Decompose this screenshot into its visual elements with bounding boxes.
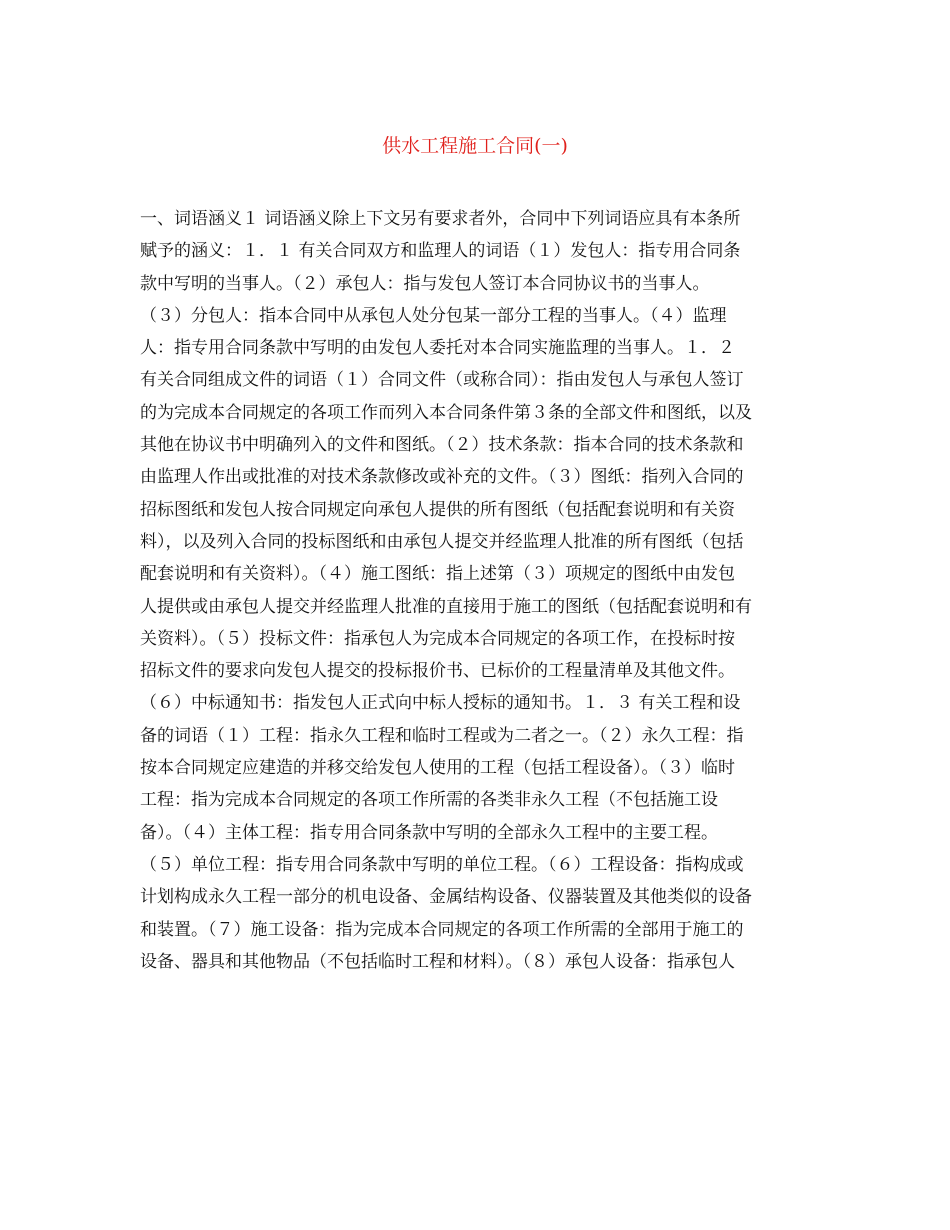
document-title: 供水工程施工合同(一): [382, 135, 568, 157]
body-line: 人提供或由承包人提交并经监理人批准的直接用于施工的图纸（包括配套说明和有: [140, 596, 752, 617]
body-line: 招标图纸和发包人按合同规定向承包人提供的所有图纸（包括配套说明和有关资: [140, 499, 735, 520]
body-line: 招标文件的要求向发包人提交的投标报价书、已标价的工程量清单及其他文件。: [140, 661, 735, 682]
body-line: 备）。（４）主体工程：指专用合同条款中写明的全部永久工程中的主要工程。: [140, 822, 718, 843]
body-line: 料），以及列入合同的投标图纸和由承包人提交并经监理人批准的所有图纸（包括: [140, 531, 744, 552]
body-line: 的为完成本合同规定的各项工作而列入本合同条件第３条的全部文件和图纸，以及: [140, 402, 752, 423]
body-line: 由监理人作出或批准的对技术条款修改或补充的文件。（３）图纸：指列入合同的: [140, 467, 744, 488]
document-body: [140, 203, 820, 978]
body-line: 配套说明和有关资料）。（４）施工图纸：指上述第（３）项规定的图纸中由发包: [140, 564, 735, 585]
body-line: 一、词语涵义１ 词语涵义除上下文另有要求者外，合同中下列词语应具有本条所: [140, 209, 741, 229]
body-line: 赋予的涵义：１．１ 有关合同双方和监理人的词语（１）发包人：指专用合同条: [140, 241, 741, 262]
body-line: （６）中标通知书：指发包人正式向中标人授标的通知书。１．３ 有关工程和设: [140, 693, 741, 714]
body-line: （３）分包人：指本合同中从承包人处分包某一部分工程的当事人。（４）监理: [140, 305, 727, 326]
body-line: 按本合同规定应建造的并移交给发包人使用的工程（包括工程设备）。（３）临时: [140, 758, 735, 779]
body-line: 关资料）。（５）投标文件：指承包人为完成本合同规定的各项工作，在投标时按: [140, 628, 735, 649]
body-line: 和装置。（７）施工设备：指为完成本合同规定的各项工作所需的全部用于施工的: [140, 919, 744, 940]
body-line: 有关合同组成文件的词语（１）合同文件（或称合同）：指由发包人与承包人签订: [140, 370, 744, 391]
body-line: （５）单位工程：指专用合同条款中写明的单位工程。（６）工程设备：指构成或: [140, 854, 744, 875]
body-line: 人：指专用合同条款中写明的由发包人委托对本合同实施监理的当事人。１．２: [140, 338, 735, 359]
body-line: 备的词语（１）工程：指永久工程和临时工程或为二者之一。（２）永久工程：指: [140, 725, 744, 746]
body-line: 设备、器具和其他物品（不包括临时工程和材料）。（８）承包人设备：指承包人: [140, 951, 735, 972]
body-line: 计划构成永久工程一部分的机电设备、金属结构设备、仪器装置及其他类似的设备: [140, 887, 752, 908]
body-line: 款中写明的当事人。（２）承包人：指与发包人签订本合同协议书的当事人。: [140, 273, 710, 294]
body-line: 其他在协议书中明确列入的文件和图纸。（２）技术条款：指本合同的技术条款和: [140, 435, 744, 456]
body-line: 工程：指为完成本合同规定的各项工作所需的各类非永久工程（不包括施工设: [140, 790, 718, 811]
